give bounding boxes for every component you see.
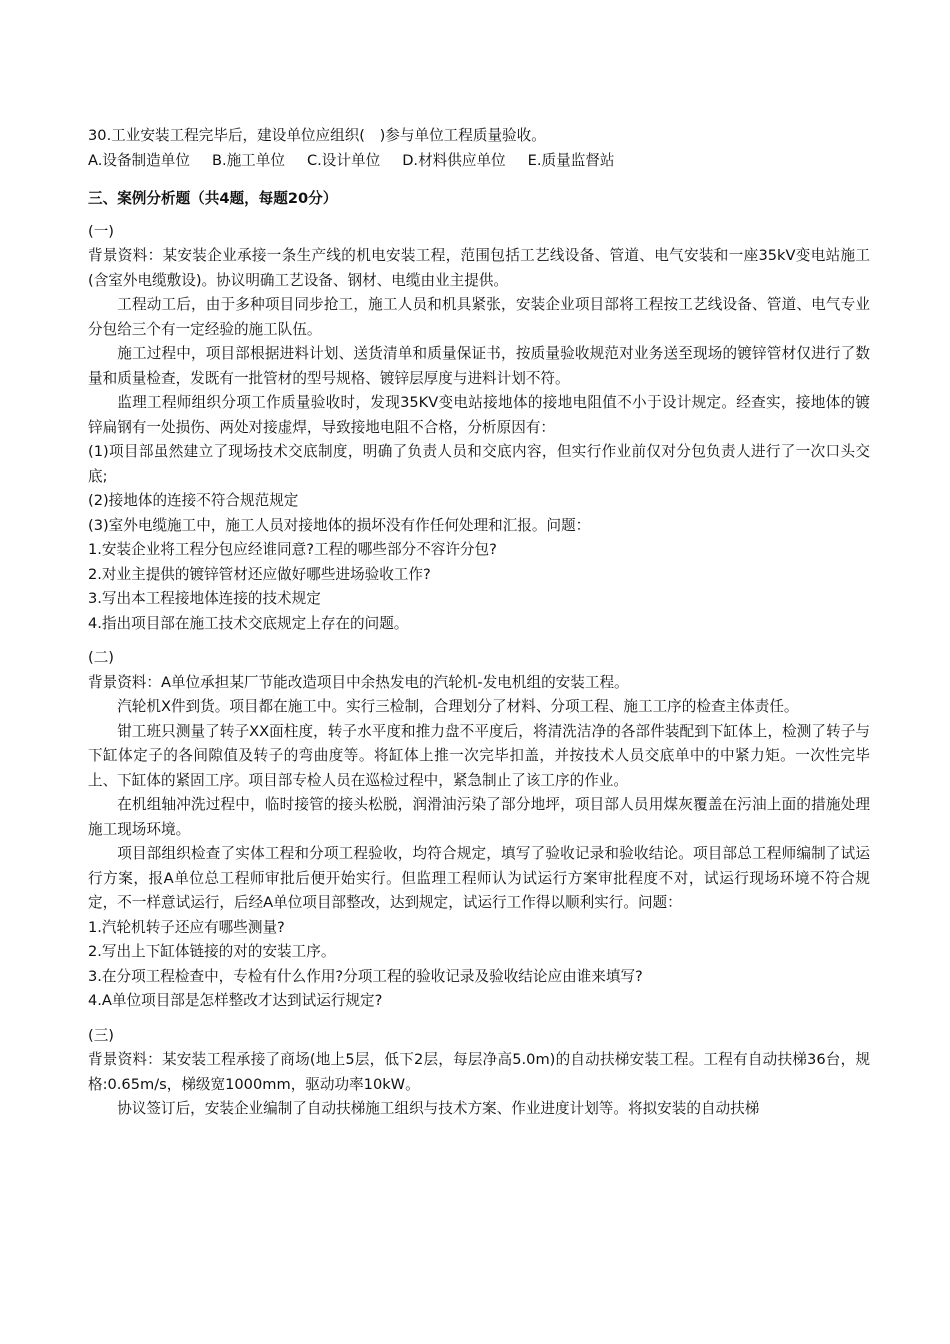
case-1-question-3: 3.写出本工程接地体连接的技术规定 bbox=[88, 590, 321, 607]
case-1-label: (一) bbox=[88, 222, 114, 240]
case-1-background: 背景资料：某安装企业承接一条生产线的机电安装工程，范围包括工艺线设备、管道、电气安装和一座35kV变电站施工(含室外电缆敷设)。协议明确工艺设备、钢材、电缆由业主提供。 bbox=[88, 247, 870, 289]
spacer bbox=[88, 1014, 870, 1024]
option-d: D.材料供应单位 bbox=[402, 151, 506, 169]
case-1-question-1: 1.安装企业将工程分包应经谁同意?工程的哪些部分不容许分包? bbox=[88, 541, 497, 558]
spacer bbox=[88, 636, 870, 646]
question-30-options bbox=[88, 149, 870, 174]
case-2-para-2: 钳工班只测量了转子XX面柱度，转子水平度和推力盘不平度后，将清洗洁净的各部件装配到下缸体上，检测了转子与下缸体定子的各间隙值及转子的弯曲度等。将缸体上推一次完毕扣盖，并按技术人员交底单中的中紧力矩。一次性完毕上、下缸体的紧固工序。项目部专检人员在巡检过程中，紧急制止了该工序的作业。 bbox=[88, 722, 870, 789]
case-2-para-3: 在机组轴冲洗过程中，临时接管的接头松脱，润滑油污染了部分地坪，项目部人员用煤灰覆盖在污油上面的措施处理施工现场环境。 bbox=[88, 796, 870, 838]
case-1-para-1: 工程动工后，由于多种项目同步抢工，施工人员和机具紧张，安装企业项目部将工程按工艺线设备、管道、电气专业分包给三个有一定经验的施工队伍。 bbox=[88, 296, 870, 338]
case-2-label: (二) bbox=[88, 649, 114, 666]
case-1-para-2: 施工过程中，项目部根据进料计划、送货清单和质量保证书，按质量验收规范对业务送至现场的镀锌管材仅进行了数量和质量检查，发既有一批管材的型号规格、镀锌层厚度与进料计划不符。 bbox=[88, 345, 870, 387]
question-30: 30.工业安装工程完毕后，建设单位应组织( )参与单位工程质量验收。 bbox=[88, 127, 546, 144]
case-2-question-4: 4.A单位项目部是怎样整改才达到试运行规定? bbox=[88, 992, 383, 1009]
case-2-question-1: 1.汽轮机转子还应有哪些测量? bbox=[88, 918, 285, 936]
case-1-question-4: 4.指出项目部在施工技术交底规定上存在的问题。 bbox=[88, 614, 409, 632]
case-2-para-4: 项目部组织检查了实体工程和分项工程验收，均符合规定，填写了验收记录和验收结论。项目部总工程师编制了试运行方案，报A单位总工程师审批后便开始实行。但监理工程师认为试运行方案审批程度不对，试运行现场环境不符合规定，不一样意试运行，后经A单位项目部整改，达到规定，试运行工作得以顺利实行。问题： bbox=[88, 845, 870, 911]
case-1-reason-2: (2)接地体的连接不符合规范规定 bbox=[88, 492, 299, 509]
case-3-para-1: 协议签订后，安装企业编制了自动扶梯施工组织与技术方案、作业进度计划等。将拟安装的自动扶梯 bbox=[117, 1100, 760, 1117]
case-1-reason-3: (3)室外电缆施工中，施工人员对接地体的损坏没有作任何处理和汇报。问题： bbox=[88, 516, 591, 534]
option-e: E.质量监督站 bbox=[527, 151, 615, 169]
case-2-para-1: 汽轮机X件到货。项目都在施工中。实行三检制，合理划分了材料、分项工程、施工工序的检查主体责任。 bbox=[117, 698, 799, 715]
case-3-label: (三) bbox=[88, 1026, 114, 1044]
case-1-reason-1: (1)项目部虽然建立了现场技术交底制度，明确了负责人员和交底内容，但实行作业前仅对分包负责人进行了一次口头交底; bbox=[88, 443, 870, 485]
section-3-title: 三、案例分析题（共4题，每题20分） bbox=[88, 190, 338, 207]
option-a: A.设备制造单位 bbox=[88, 151, 190, 169]
case-2-question-2: 2.写出上下缸体链接的对的安装工序。 bbox=[88, 943, 336, 960]
option-b: B.施工单位 bbox=[211, 151, 285, 169]
document-page bbox=[88, 124, 870, 1122]
option-c: C.设计单位 bbox=[306, 151, 381, 169]
case-2-question-3: 3.在分项工程检查中，专检有什么作用?分项工程的验收记录及验收结论应由谁来填写? bbox=[88, 967, 643, 985]
case-3-background: 背景资料：某安装工程承接了商场(地上5层，低下2层，每层净高5.0m)的自动扶梯安装工程。工程有自动扶梯36台，规格:0.65m/s，梯级宽1000mm，驱动功率10kW。 bbox=[88, 1051, 870, 1093]
case-1-para-3: 监理工程师组织分项工作质量验收时，发现35KV变电站接地体的接地电阻值不小于设计规定。经查实，接地体的镀锌扁钢有一处损伤、两处对接虚焊，导致接地电阻不合格，分析原因有： bbox=[88, 394, 870, 436]
case-2-background: 背景资料：A单位承担某厂节能改造项目中余热发电的汽轮机-发电机组的安装工程。 bbox=[88, 673, 629, 691]
case-1-question-2: 2.对业主提供的镀锌管材还应做好哪些进场验收工作? bbox=[88, 565, 431, 583]
